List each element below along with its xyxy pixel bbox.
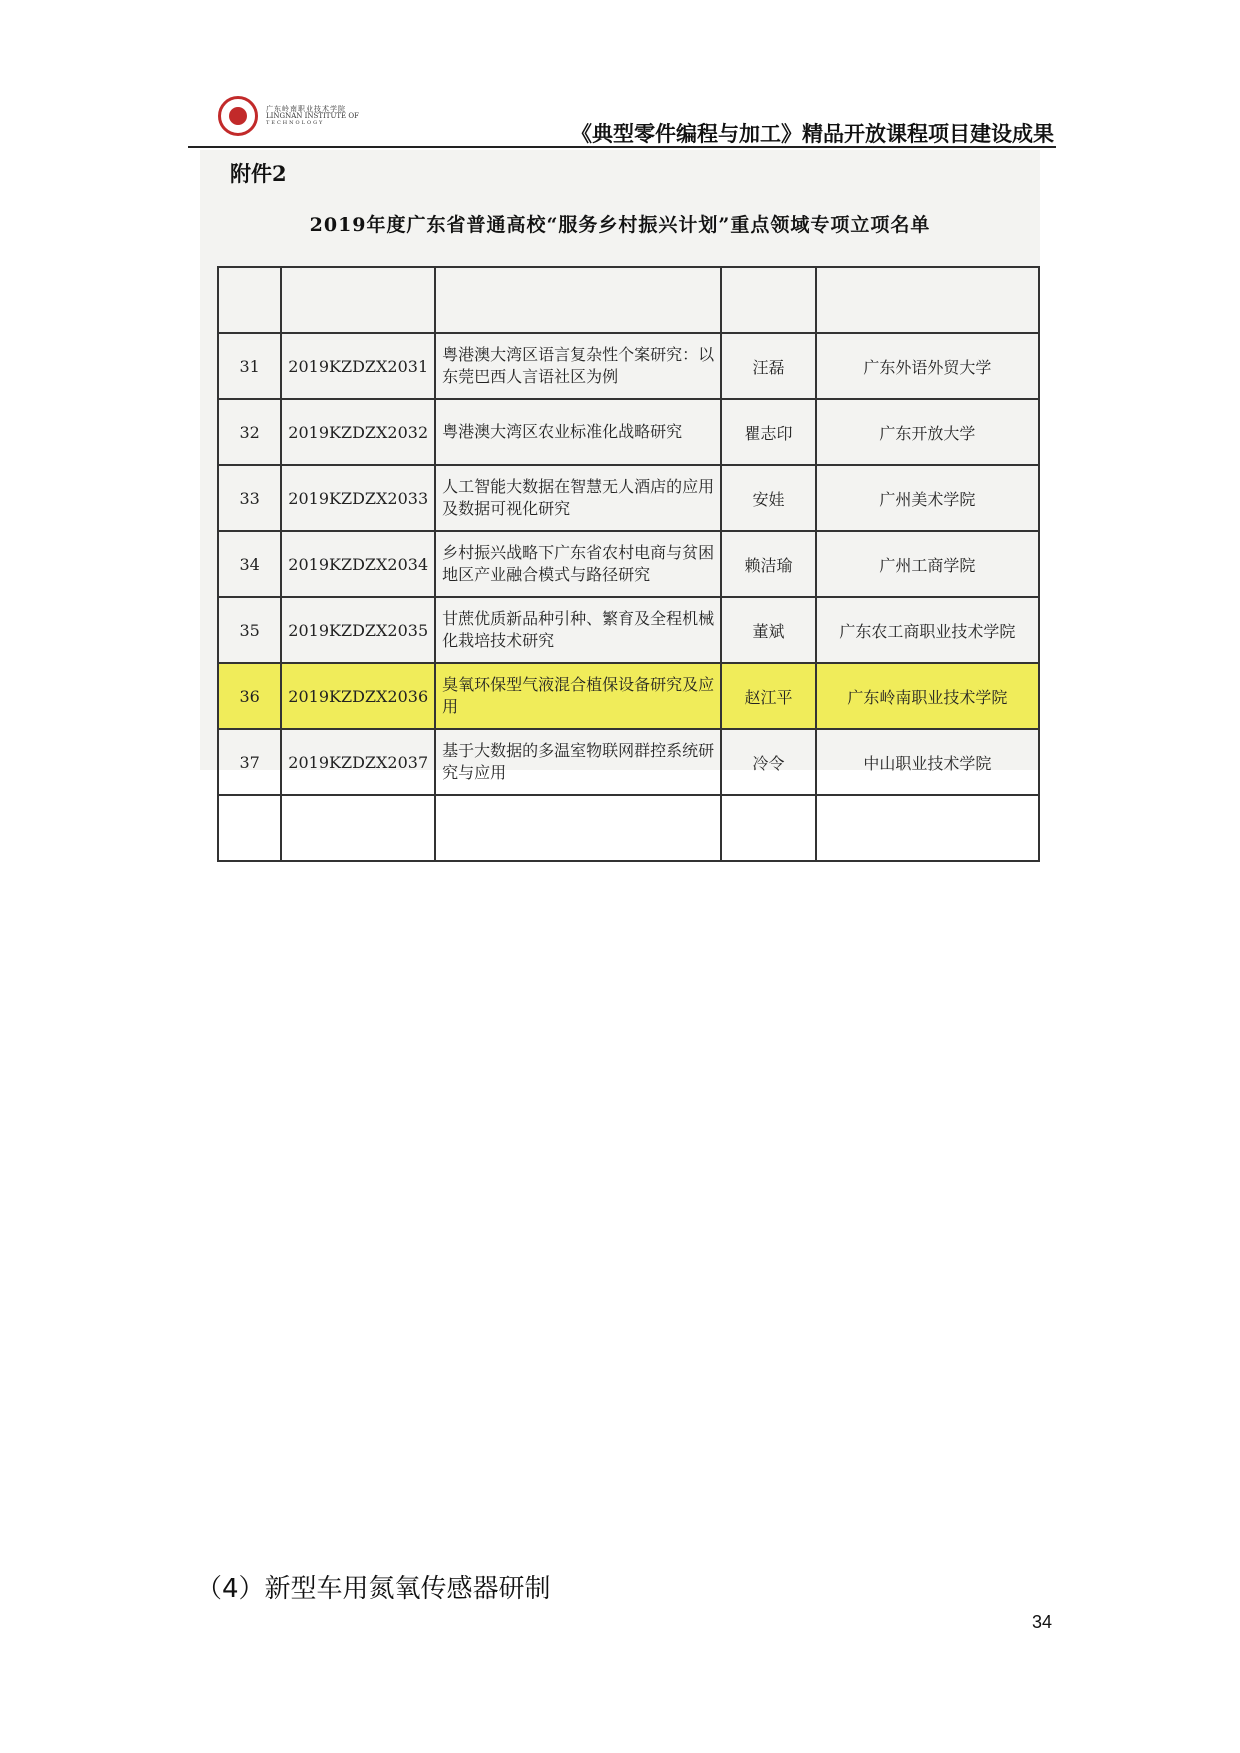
table-row: [218, 531, 1039, 597]
school-name: 广州工商学院: [816, 531, 1039, 597]
table-row: [218, 399, 1039, 465]
table-row: [218, 597, 1039, 663]
project-code: 2019KZDZX2034: [281, 531, 435, 597]
row-number: 33: [218, 465, 281, 531]
project-leader: 赖洁瑜: [721, 531, 815, 597]
project-title: 粤港澳大湾区语言复杂性个案研究：以东莞巴西人言语社区为例: [435, 333, 721, 399]
table-row: [218, 729, 1039, 795]
project-title: 人工智能大数据在智慧无人酒店的应用及数据可视化研究: [435, 465, 721, 531]
logo-name-en-2: TECHNOLOGY: [266, 119, 325, 126]
row-number: 31: [218, 333, 281, 399]
project-code: 2019KZDZX2031: [281, 333, 435, 399]
row-number: 36: [218, 663, 281, 729]
project-code: 2019KZDZX2037: [281, 729, 435, 795]
table-top-cut: [218, 267, 1039, 333]
project-leader: 冷令: [721, 729, 815, 795]
row-number: 35: [218, 597, 281, 663]
school-name: 广东农工商职业技术学院: [816, 597, 1039, 663]
seal-icon: [218, 96, 258, 136]
project-leader: 瞿志印: [721, 399, 815, 465]
project-leader: 董斌: [721, 597, 815, 663]
row-number: 37: [218, 729, 281, 795]
institution-logo: [218, 96, 359, 136]
page-number: 34: [1031, 1612, 1052, 1632]
school-name: 中山职业技术学院: [816, 729, 1039, 795]
school-name: 广东岭南职业技术学院: [816, 663, 1039, 729]
school-name: 广州美术学院: [816, 465, 1039, 531]
attachment-label: 附件2: [230, 161, 287, 186]
project-leader: 赵江平: [721, 663, 815, 729]
logo-name-cn: 广东岭南职业技术学院: [266, 104, 346, 113]
project-title: 粤港澳大湾区农业标准化战略研究: [435, 399, 721, 465]
school-name: 广东开放大学: [816, 399, 1039, 465]
project-leader: 安娃: [721, 465, 815, 531]
project-title: 基于大数据的多温室物联网群控系统研究与应用: [435, 729, 721, 795]
project-title: 乡村振兴战略下广东省农村电商与贫困地区产业融合模式与路径研究: [435, 531, 721, 597]
table-row-highlighted: [218, 663, 1039, 729]
table-row: [218, 465, 1039, 531]
list-title: 2019年度广东省普通高校“服务乡村振兴计划”重点领域专项立项名单: [309, 214, 931, 236]
header-title: 《典型零件编程与加工》精品开放课程项目建设成果: [571, 122, 1054, 146]
school-name: 广东外语外贸大学: [816, 333, 1039, 399]
table-row: [218, 333, 1039, 399]
logo-text: [266, 106, 359, 127]
project-list-table: [217, 266, 1040, 862]
project-code: 2019KZDZX2035: [281, 597, 435, 663]
row-number: 34: [218, 531, 281, 597]
header-divider: [188, 146, 1056, 148]
project-code: 2019KZDZX2036: [281, 663, 435, 729]
project-leader: 汪磊: [721, 333, 815, 399]
table-bottom-cut: [218, 795, 1039, 861]
project-code: 2019KZDZX2032: [281, 399, 435, 465]
project-code: 2019KZDZX2033: [281, 465, 435, 531]
section-heading: （4）新型车用氮氧传感器研制: [196, 1574, 551, 1604]
project-title: 甘蔗优质新品种引种、繁育及全程机械化栽培技术研究: [435, 597, 721, 663]
scanned-document-image: [200, 150, 1040, 782]
logo-name-en: LINGNAN INSTITUTE OF: [266, 112, 359, 121]
row-number: 32: [218, 399, 281, 465]
project-title: 臭氧环保型气液混合植保设备研究及应用: [435, 663, 721, 729]
